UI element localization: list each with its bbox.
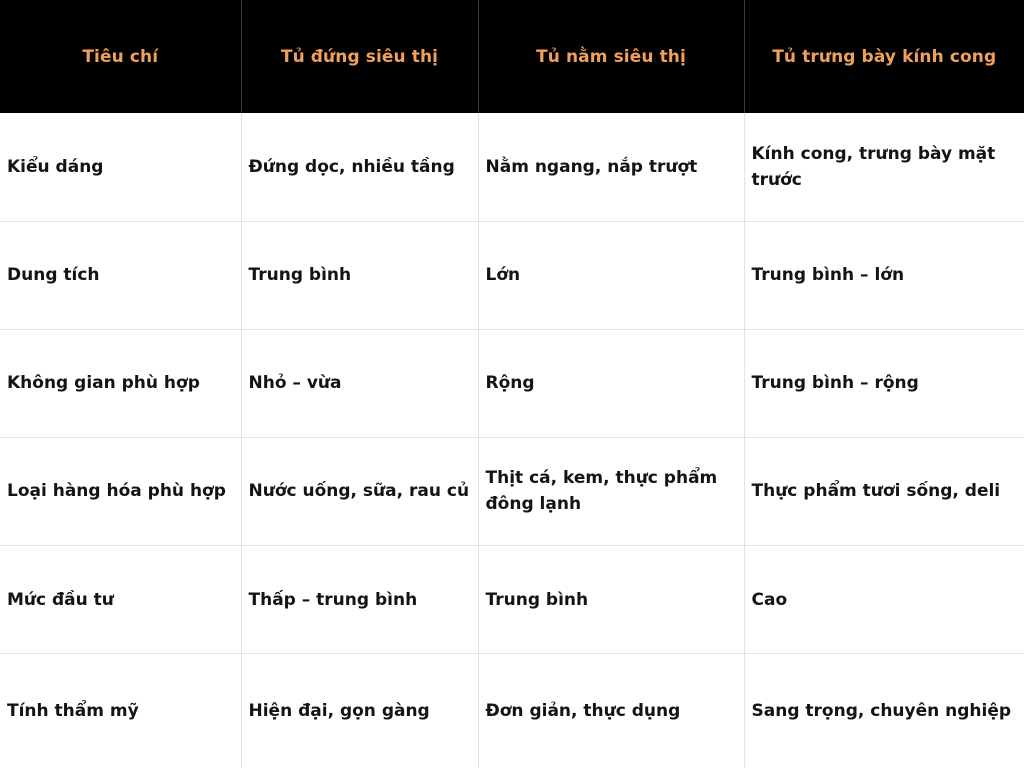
header-upright-fridge: Tủ đứng siêu thị bbox=[241, 0, 478, 113]
header-chest-freezer: Tủ nằm siêu thị bbox=[478, 0, 744, 113]
row-label: Mức đầu tư bbox=[0, 546, 241, 654]
row-label: Loại hàng hóa phù hợp bbox=[0, 437, 241, 545]
table-cell: Trung bình – lớn bbox=[744, 221, 1024, 329]
header-row bbox=[0, 0, 1024, 113]
table-cell: Sang trọng, chuyên nghiệp bbox=[751, 701, 1012, 722]
row-label: Kiểu dáng bbox=[0, 113, 241, 221]
table-body bbox=[0, 113, 1024, 768]
table-cell: Lớn bbox=[478, 221, 744, 329]
table-cell: Rộng bbox=[478, 329, 744, 437]
table-cell: Nhỏ – vừa bbox=[241, 329, 478, 437]
table-row bbox=[0, 654, 1024, 768]
table-row bbox=[0, 113, 1024, 221]
row-label: Tính thẩm mỹ bbox=[0, 654, 241, 768]
table-cell: Đứng dọc, nhiều tầng bbox=[241, 113, 478, 221]
table-row bbox=[0, 546, 1024, 654]
table-cell: Trung bình bbox=[241, 221, 478, 329]
table-row bbox=[0, 221, 1024, 329]
header-criteria: Tiêu chí bbox=[0, 0, 241, 113]
table-cell: Thịt cá, kem, thực phẩm đông lạnh bbox=[478, 437, 744, 545]
table-row bbox=[0, 437, 1024, 545]
table-cell: Nằm ngang, nắp trượt bbox=[478, 113, 744, 221]
table-cell: Đơn giản, thực dụng bbox=[478, 654, 744, 768]
table-cell: Trung bình – rộng bbox=[744, 329, 1024, 437]
table-cell: Thấp – trung bình bbox=[241, 546, 478, 654]
table-cell: Cao bbox=[744, 546, 1024, 654]
table-header bbox=[0, 0, 1024, 113]
row-label: Dung tích bbox=[0, 221, 241, 329]
table-cell: Trung bình bbox=[478, 546, 744, 654]
table-row bbox=[0, 329, 1024, 437]
table-cell: Thực phẩm tươi sống, deli bbox=[744, 437, 1024, 545]
row-label: Không gian phù hợp bbox=[0, 329, 241, 437]
table-cell: Hiện đại, gọn gàng bbox=[241, 654, 478, 768]
header-curved-glass-display: Tủ trưng bày kính cong bbox=[744, 0, 1024, 113]
table-cell: Kính cong, trưng bày mặt trước bbox=[744, 113, 1024, 221]
table-cell: Nước uống, sữa, rau củ bbox=[241, 437, 478, 545]
